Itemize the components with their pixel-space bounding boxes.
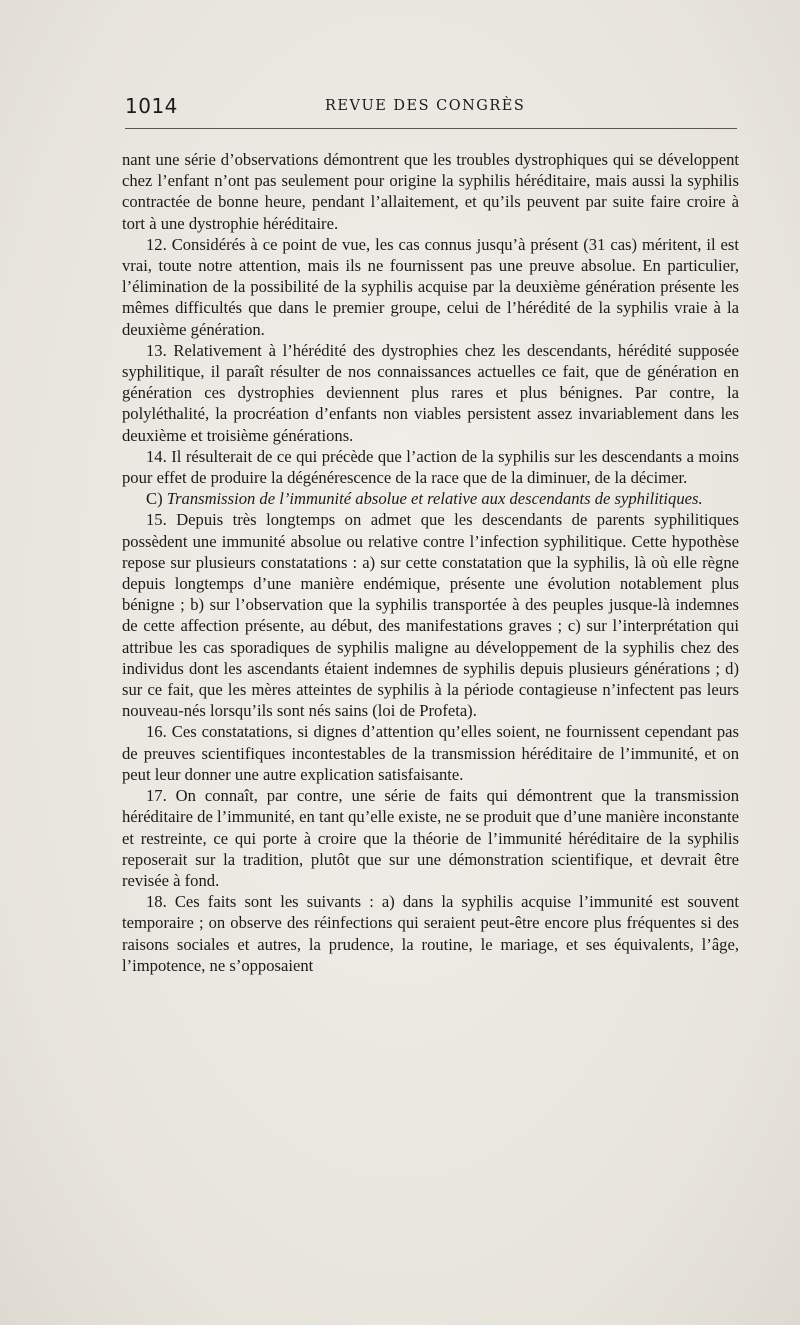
section-label: C) (146, 489, 163, 509)
paragraph-15: 15. Depuis très longtemps on admet que les descendants de parents syphilitiques possèdent une immunité absolue ou relative contre l’infection syphilitique. Cette hypothèse repose sur plusieurs constatations : a) sur cette constatation que la syphilis, là où elle règne depuis longtemps d’une manière endémique, présente une évolution notablement plus bénigne ; b) sur l’observation que la syphilis transportée à des peuples jusque-là indemnes de cette affection présente, au début, des manifestations graves ; c) sur l’interprétation qui attribue les cas sporadiques de syphilis maligne au développement de la syphilis chez des individus dont les ascendants étaient indemnes de syphilis depuis plusieurs générations ; d) sur ce fait, que les mères atteintes de syphilis à la période contagieuse n’infectent pas leurs nouveau-nés lorsqu’ils sont nés sains (loi de Profeta). (122, 510, 739, 721)
body-text (122, 149, 739, 976)
header-rule (125, 128, 737, 129)
paragraph-18: 18. Ces faits sont les suivants : a) dans la syphilis acquise l’immunité est souvent temporaire ; on observe des réinfections qui seraient peut-être encore plus fréquentes si des raisons sociales et autres, la prudence, la routine, le mariage, et ses équivalents, l’âge, l’impotence, ne s’opposaient (122, 892, 739, 975)
paragraph-continued: nant une série d’observations démontrent que les troubles dystrophiques qui se développent chez l’enfant n’ont pas seulement pour origine la syphilis héréditaire, mais aussi la syphilis contractée de bonne heure, pendant l’allaitement, et qu’ils peuvent par suite faire croire à tort à une dystrophie héréditaire. (122, 150, 739, 233)
paragraph-12: 12. Considérés à ce point de vue, les cas connus jusqu’à présent (31 cas) méritent, il est vrai, toute notre attention, mais ils ne fournissent pas une preuve absolue. En particulier, l’élimination de la possibilité de la syphilis acquise par la deuxième génération présente les mêmes difficultés que dans le premier groupe, celui de l’hérédité de la syphilis vraie à la deuxième génération. (122, 234, 739, 339)
running-title: REVUE DES CONGRÈS (325, 98, 526, 114)
paragraph-14: 14. Il résulterait de ce qui précède que l’action de la syphilis sur les descendants a moins pour effet de produire la dégénérescence de la race que de la diminuer, de la décimer. (122, 446, 739, 488)
paragraph-16: 16. Ces constatations, si dignes d’attention qu’elles soient, ne fournissent cependant pas de preuves scientifiques incontestables de la transmission héréditaire de l’immunité, et on peut leur donner une autre explication satisfaisante. (122, 722, 739, 784)
page-number: 1014 (125, 94, 178, 118)
section-title: Transmission de l’immunité absolue et relative aux descendants de syphilitiques. (166, 489, 703, 509)
section-heading-c (122, 488, 739, 509)
paragraph-17: 17. On connaît, par contre, une série de faits qui démontrent que la transmission héréditaire de l’immunité, en tant qu’elle existe, ne se produit que d’une manière inconstante et restreinte, ce qui porte à croire que la théorie de l’immunité héréditaire de la syphilis reposerait sur la tradition, plutôt que sur une démonstration scientifique, et devrait être revisée à fond. (122, 786, 739, 890)
paragraph-13: 13. Relativement à l’hérédité des dystrophies chez les descendants, hérédité supposée syphilitique, il paraît résulter de nos connaissances actuelles ce fait, que de génération en génération ces dystrophies deviennent plus rares et plus bénignes. Par contre, la polyléthalité, la procréation d’enfants non viables persistent assez invariablement dans les deuxième et troisième générations. (122, 340, 739, 445)
page-header (125, 94, 737, 122)
